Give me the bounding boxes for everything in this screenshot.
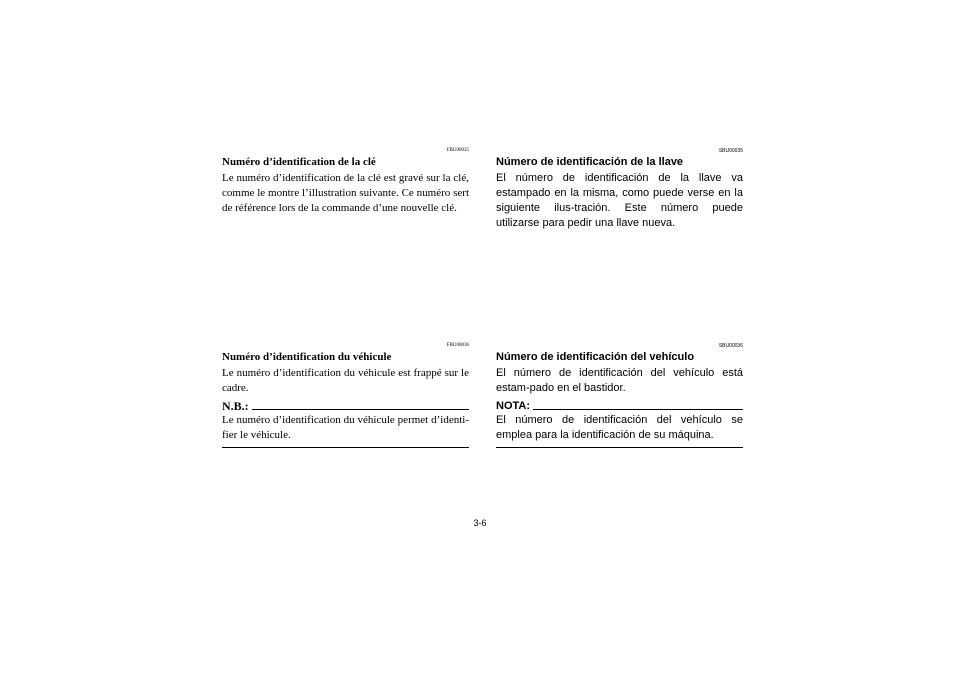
note-rule	[252, 409, 469, 410]
section-code: FBU00036	[446, 343, 469, 348]
section-heading: Número de identificación del vehículo	[496, 351, 695, 363]
note-header	[222, 400, 469, 413]
section-body: Le numéro d’identification de la clé est gravé sur la clé, comme le montre l’illustration suivante. Ce numéro sert de référence lors de la commande d’une nouvelle clé.	[222, 172, 469, 214]
page-number: 3-6	[473, 518, 487, 528]
note-end-rule	[222, 447, 469, 448]
note-label: N.B.:	[222, 399, 249, 413]
section-heading: Numéro d’identification de la clé	[222, 156, 376, 168]
note-rule	[533, 409, 743, 410]
es-key-section	[496, 148, 743, 231]
section-body: Le numéro d’identification du véhicule est frappé sur le cadre.	[222, 367, 469, 394]
section-code: FBU00035	[446, 148, 469, 153]
fr-key-section	[222, 148, 469, 216]
fr-vehicle-section	[222, 343, 469, 448]
es-vehicle-section	[496, 343, 743, 448]
section-heading: Numéro d’identification du véhicule	[222, 351, 392, 363]
section-body: El número de identificación del vehículo está estam-pado en el bastidor.	[496, 367, 743, 394]
section-body: El número de identificación de la llave va estampado en la misma, como puede verse en la siguiente ilus-tración. Este número puede utilizarse para pedir una llave nueva.	[496, 172, 743, 229]
note-header	[496, 400, 743, 413]
section-code: SBU00035	[718, 148, 743, 154]
note-text: Le numéro d’identification du véhicule permet d’identi-fier le véhicule.	[222, 414, 469, 441]
note-label: NOTA:	[496, 400, 531, 412]
note-text: El número de identificación del vehículo se emplea para la identificación de su máquina.	[496, 414, 743, 441]
section-code: SBU00036	[718, 343, 743, 349]
note-end-rule	[496, 447, 743, 448]
section-heading: Número de identificación de la llave	[496, 156, 684, 168]
